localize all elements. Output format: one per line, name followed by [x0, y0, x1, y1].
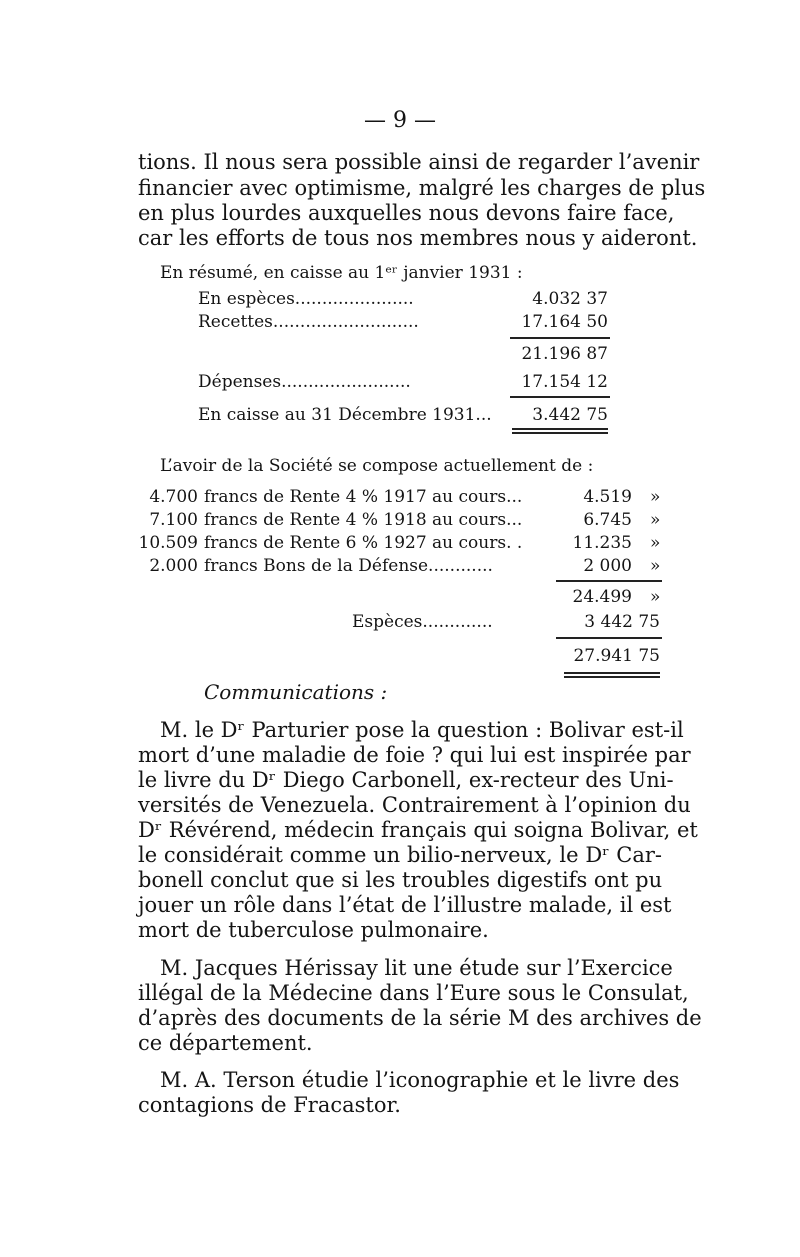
mark: » — [650, 587, 661, 607]
row-label — [198, 312, 419, 332]
double-rule-top — [512, 428, 608, 430]
double-rule-bottom — [564, 676, 660, 678]
text-line: d’après des documents de la série M des archives de — [138, 1006, 702, 1030]
row-label — [198, 289, 414, 309]
amount-en-caisse: 3.442 75 — [532, 405, 608, 425]
mark: » — [650, 510, 661, 530]
leader-dots: ........................... — [272, 312, 419, 332]
text-line: financier avec optimisme, malgré les charges de plus — [138, 176, 706, 200]
text-line: ce département. — [138, 1031, 313, 1055]
text-line: mort d’une maladie de foie ? qui lui est inspirée par — [138, 743, 691, 767]
page-number: — 9 — — [364, 108, 436, 133]
amount: 2 000 — [583, 556, 632, 576]
qty: 2.000 — [149, 556, 198, 576]
resume-subtotal: 21.196 87 — [521, 344, 608, 364]
avoir-subtotal: 24.499 — [572, 587, 632, 607]
resume-heading: En résumé, en caisse au 1ᵉʳ janvier 1931 : — [160, 263, 523, 283]
text-line: M. le Dʳ Parturier pose la question : Bolivar est-il — [160, 718, 684, 742]
double-rule-bottom — [512, 432, 608, 434]
row-label — [198, 405, 492, 425]
text-line: le considérait comme un bilio-nerveux, le Dʳ Car- — [138, 843, 662, 867]
label-especes: En espèces — [198, 289, 295, 309]
amount: 4.519 — [583, 487, 632, 507]
mark: » — [650, 533, 661, 553]
text-line: Dʳ Révérend, médecin français qui soigna Bolivar, et — [138, 818, 698, 842]
label-recettes: Recettes — [198, 312, 273, 332]
amount-recettes: 17.164 50 — [521, 312, 608, 332]
qty: 7.100 — [149, 510, 198, 530]
text-line: en plus lourdes auxquelles nous devons faire face, — [138, 201, 675, 225]
especes-amount: 3 442 75 — [584, 612, 660, 632]
communications-heading: Communications : — [204, 680, 388, 704]
leader-dots: ... — [475, 405, 492, 425]
text-line: versités de Venezuela. Contrairement à l’opinion du — [138, 793, 691, 817]
double-rule-top — [564, 672, 660, 674]
desc: francs de Rente 4 % 1917 au cours... — [204, 487, 523, 507]
desc: francs Bons de la Défense............ — [204, 556, 493, 576]
leader-dots: ...................... — [294, 289, 414, 309]
mark: » — [650, 487, 661, 507]
desc: francs de Rente 6 % 1927 au cours. . — [204, 533, 523, 553]
especes-label: Espèces............. — [352, 612, 493, 632]
qty: 10.509 — [138, 533, 198, 553]
text-line: le livre du Dʳ Diego Carbonell, ex-recteur des Uni- — [138, 768, 674, 792]
amount: 6.745 — [583, 510, 632, 530]
text-line: mort de tuberculose pulmonaire. — [138, 918, 489, 942]
mark: » — [650, 556, 661, 576]
text-line: M. Jacques Hérissay lit une étude sur l’Exercice — [160, 956, 673, 980]
avoir-heading: L’avoir de la Société se compose actuellement de : — [160, 456, 594, 476]
row-label — [198, 372, 411, 392]
amount: 11.235 — [572, 533, 632, 553]
sum-rule — [556, 580, 662, 582]
text-line: contagions de Fracastor. — [138, 1093, 401, 1117]
avoir-total: 27.941 75 — [573, 646, 660, 666]
label-en-caisse: En caisse au 31 Décembre 1931 — [198, 405, 476, 425]
text-line: M. A. Terson étudie l’iconographie et le livre des — [160, 1068, 680, 1092]
text-line: illégal de la Médecine dans l’Eure sous le Consulat, — [138, 981, 689, 1005]
leader-dots: ........................ — [281, 372, 411, 392]
sum-rule — [510, 337, 610, 339]
amount-depenses: 17.154 12 — [521, 372, 608, 392]
text-line: bonell conclut que si les troubles digestifs ont pu — [138, 868, 663, 892]
text-line: tions. Il nous sera possible ainsi de regarder l’avenir — [138, 150, 700, 174]
sum-rule — [556, 637, 662, 639]
desc: francs de Rente 4 % 1918 au cours... — [204, 510, 523, 530]
label-depenses: Dépenses — [198, 372, 282, 392]
qty: 4.700 — [149, 487, 198, 507]
amount-especes: 4.032 37 — [532, 289, 608, 309]
text-line: jouer un rôle dans l’état de l’illustre malade, il est — [138, 893, 672, 917]
sum-rule — [510, 396, 610, 398]
text-line: car les efforts de tous nos membres nous y aideront. — [138, 226, 698, 250]
